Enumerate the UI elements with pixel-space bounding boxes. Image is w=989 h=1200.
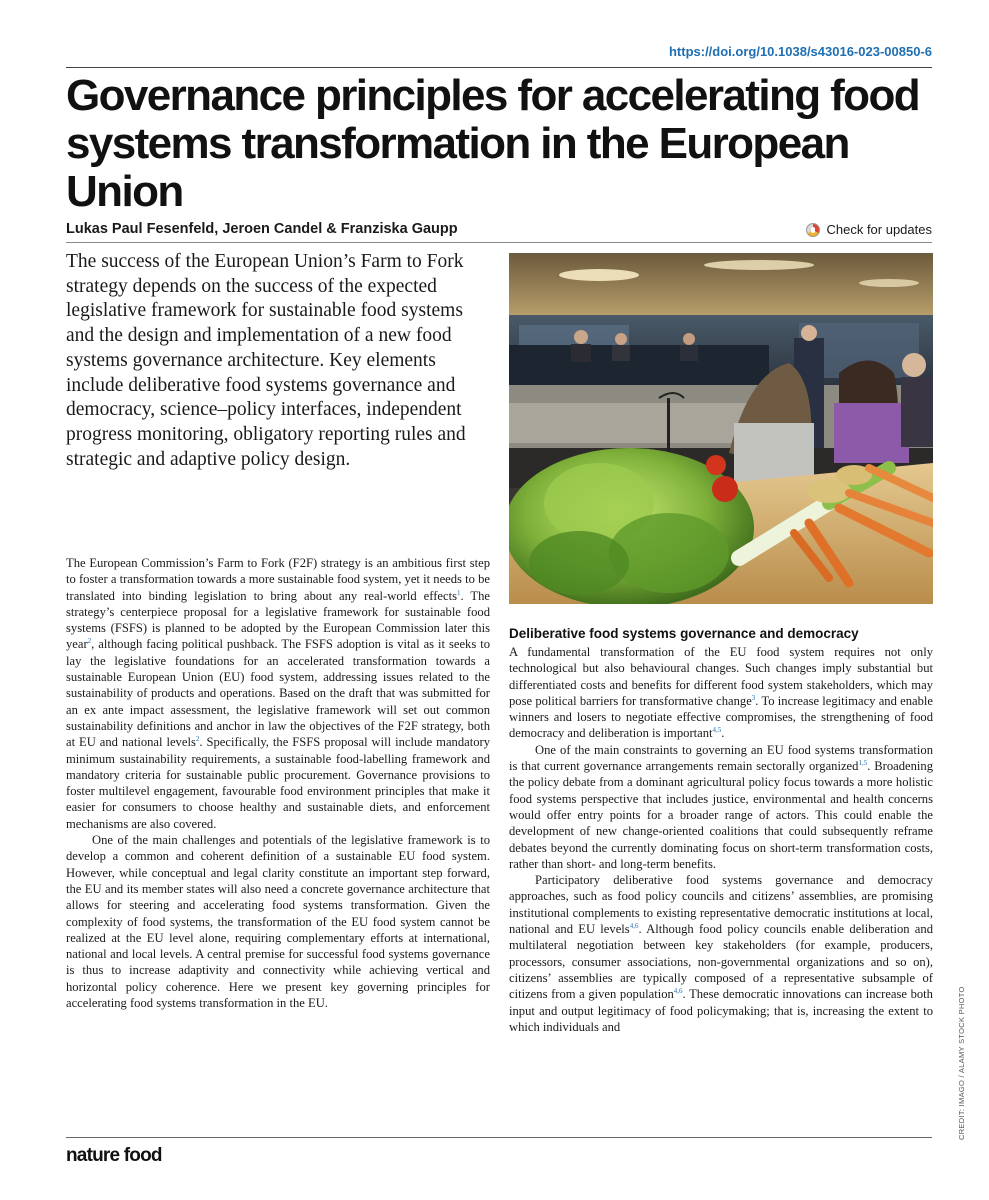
check-for-updates-label: Check for updates xyxy=(826,222,932,237)
left-column xyxy=(66,555,490,1011)
citation-ref[interactable]: 2 xyxy=(87,637,92,646)
body-paragraph: The European Commission’s Farm to Fork (F2F) strategy is an ambitious first step to foster a transformation towards a more sustainable food system, yet it needs to be translated into binding legislation to bring about any real-world effects$^1$. The strategy’s centerpiece proposal for a legislative framework for sustainable food systems (FSFS) is planned to be adopted by the European Commission later this year$^2$, although facing political pushback. The FSFS adoption is vital as it seeks to lay the legislative foundations for an accelerated transformation towards a sustainable European Union (EU) food system, addressing issues related to the sustainability of products and operations. Based on the draft that was submitted for an ex ante impact assessment, the legislative framework will set out common sustainability definitions and anchor in law the objectives of the F2F strategy, both at EU and national levels$^2$. Specifically, the FSFS proposal will include mandatory minimum sustainability requirements, a sustainable food-labelling framework and mandatory criteria for sustainable public procurement. Governance provisions to foster multilevel engagement, favourable food environment principles that make it easier for consumers to choose healthy and sustainable diets, and enforcement mechanisms are also covered. xyxy=(66,556,490,831)
article-photo xyxy=(509,253,933,604)
citation-ref[interactable]: 4,5 xyxy=(712,726,722,735)
citation-ref[interactable]: 4,6 xyxy=(673,987,683,996)
body-paragraph: One of the main constraints to governing an EU food systems transformation is that current governance arrangements remain sectorally organized$^{1,5}$. Broadening the policy debate from a dominant agricultural policy focus towards a more holistic food systems perspective that includes justice, environmental and health concerns would offer entry points for a broader range of actors. This could enable the development of new change-oriented coalitions that could subsequently reframe debates beyond the currently dominating focus on short-term transformation costs, rather than short- and long-term benefits. xyxy=(509,742,933,871)
photo-credit: CREDIT: IMAGO / ALAMY STOCK PHOTO xyxy=(957,986,966,1140)
citation-ref[interactable]: 4,6 xyxy=(629,922,639,931)
citation-ref[interactable]: 2 xyxy=(195,735,200,744)
article-title: Governance principles for accelerating food systems transformation in the European Union xyxy=(66,71,920,216)
footer-divider xyxy=(66,1137,932,1138)
citation-ref[interactable]: 1,5 xyxy=(858,759,868,768)
citation-ref[interactable]: 3 xyxy=(751,693,756,702)
top-divider xyxy=(66,67,932,68)
meeting-room-vegetables-illustration xyxy=(509,253,933,604)
section-heading: Deliberative food systems governance and democracy xyxy=(509,626,859,641)
check-for-updates-button[interactable] xyxy=(806,222,932,237)
standfirst: The success of the European Union’s Farm to Fork strategy depends on the success of the expected legislative framework for sustainable food systems and the design and implementation of a new food systems governance architecture. Key elements include deliberative food systems governance and democracy, science–policy interfaces, independent progress monitoring, obligatory reporting rules and strategic and adaptive policy design. xyxy=(66,251,466,470)
journal-logo: nature food xyxy=(66,1145,162,1166)
body-paragraph: Participatory deliberative food systems governance and democracy approaches, such as food policy councils and citizens’ assemblies, are promising institutional complements to existing representative democratic institutions at local, national and EU levels$^{4,6}$. Although food policy councils enable deliberation and multilateral negotiation between key stakeholders (for example, producers, processors, consumer associations, non-governmental organizations and so on), citizens’ assemblies are typically composed of a representative subsample of citizens from a given population$^{4,6}$. These democratic innovations can increase both input and output legitimacy of food policymaking; that is, increasing the extent to which individuals and xyxy=(509,873,933,1034)
body-paragraph: A fundamental transformation of the EU food system requires not only technological but also behavioural changes. Such changes imply substantial but differentiated costs and benefits for different food system stakeholders, which may pose political barriers for transformative change$^3$. To increase legitimacy and enable winners and losers to negotiate effective compromises, the strengthening of food democracy and deliberation is important$^{4,5}$. xyxy=(509,645,933,741)
crossmark-icon xyxy=(806,223,820,237)
citation-ref[interactable]: 1 xyxy=(456,588,461,597)
author-list: Lukas Paul Fesenfeld, Jeroen Candel & Franziska Gaupp xyxy=(66,221,458,237)
doi-link[interactable]: https://doi.org/10.1038/s43016-023-00850-6 xyxy=(668,44,932,59)
right-column xyxy=(509,625,933,1035)
body-paragraph: One of the main challenges and potentials of the legislative framework is to develop a common and coherent definition of a sustainable EU food system. However, while conceptual and legal clarity constitute an important step forward, the EU and its member states will also need a concrete governance architecture that allows for steering and accelerating food systems transformation. Given the complexity of food systems, the transformation of the EU food system cannot be realized at the EU level alone, requiring complementary efforts at international, national and local levels. A central premise for successful food systems governance is thus to increase adaptivity and connectivity while achieving vertical and horizontal policy coherence. Here we present key governing principles for accelerating food systems transformation in the EU. xyxy=(66,833,490,1011)
author-divider xyxy=(66,242,932,243)
